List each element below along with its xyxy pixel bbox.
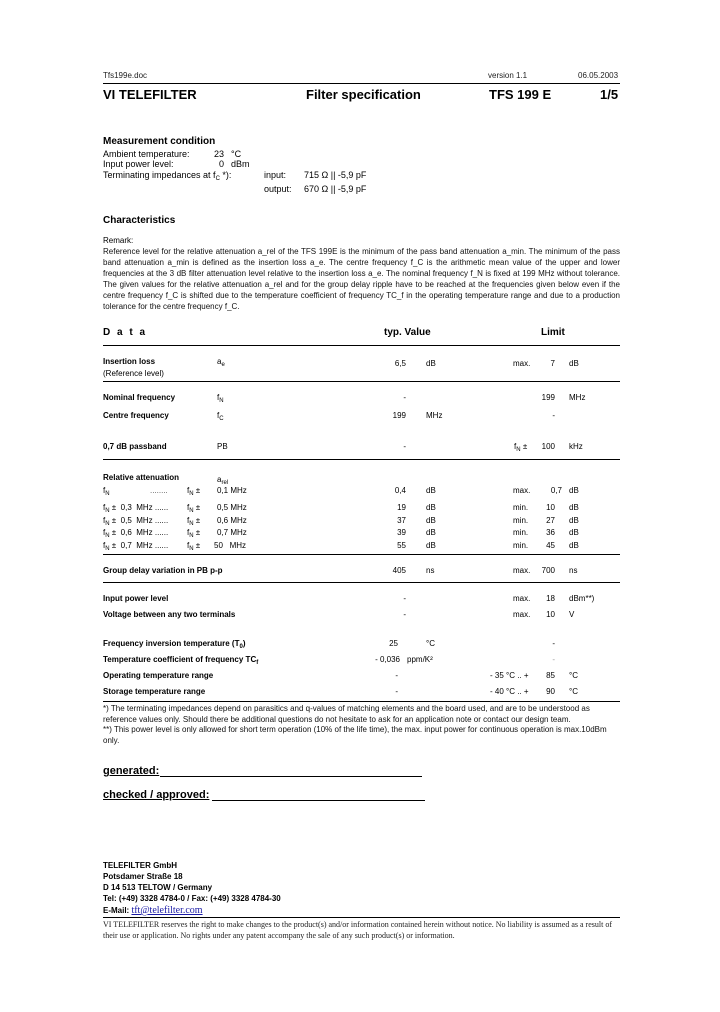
label-text: Temperature coefficient of frequency TC bbox=[103, 655, 257, 664]
ambient-unit: °C bbox=[231, 149, 242, 159]
to-range: 0,6 MHz bbox=[217, 516, 247, 525]
symbol-sub: e bbox=[221, 362, 225, 368]
product-code: TFS 199 E bbox=[489, 87, 552, 102]
limit-prefix: min. bbox=[513, 528, 529, 537]
limit-value: 10 bbox=[546, 503, 555, 512]
col-header-limit: Limit bbox=[541, 327, 565, 338]
symbol-text: f bbox=[217, 411, 220, 420]
limit-value: 10 bbox=[546, 610, 555, 619]
limit-prefix: - 35 °C .. + bbox=[490, 671, 529, 680]
file-name: Tfs199e.doc bbox=[103, 71, 148, 80]
row-label: Storage temperature range bbox=[103, 687, 206, 696]
typ-value: - bbox=[403, 610, 406, 619]
table-rule bbox=[103, 701, 620, 702]
typ-unit: dB bbox=[426, 486, 436, 495]
label-sub: f bbox=[256, 660, 259, 666]
col-header-data: D a t a bbox=[103, 327, 148, 338]
limit-prefix: max. bbox=[513, 566, 531, 575]
footnote-2: **) This power level is only allowed for short term operation (10% of the life time), the max. input power for continuous operation is max.10dBm only. bbox=[103, 725, 607, 745]
typ-unit: dB bbox=[426, 516, 436, 525]
input-label: input: bbox=[264, 170, 287, 180]
limit-unit: °C bbox=[569, 687, 578, 696]
typ-unit: ns bbox=[426, 566, 435, 575]
typ-value: - 0,036 bbox=[375, 655, 400, 664]
limit-value: - bbox=[552, 639, 555, 648]
from-range: $f_N \pm 0,3$ MHz ...... bbox=[103, 503, 169, 514]
col-header-typ: typ. Value bbox=[384, 327, 431, 338]
limit-value: 45 bbox=[546, 541, 555, 550]
row-label: Insertion loss bbox=[103, 357, 156, 366]
header-rule bbox=[103, 83, 620, 84]
footnote-1: *) The terminating impedances depend on parasitics and q-values of matching elements and the board used, and are to be understood as reference values only. Should there be additional questions do not hesitate to ask for an application note or contact our design team. bbox=[103, 704, 590, 724]
row-label: Operating temperature range bbox=[103, 671, 214, 680]
relatt-symbol bbox=[217, 475, 228, 484]
characteristics-title: Characteristics bbox=[103, 215, 176, 226]
row-label: Centre frequency bbox=[103, 411, 169, 420]
limit-value: - bbox=[552, 655, 555, 664]
symbol-text: a bbox=[217, 475, 222, 484]
symbol-sub: rel bbox=[221, 480, 229, 486]
limit-value: 90 bbox=[546, 687, 555, 696]
company-name: VI TELEFILTER bbox=[103, 87, 197, 102]
date: 06.05.2003 bbox=[578, 71, 619, 80]
contact-email-row bbox=[103, 905, 203, 916]
limit-prefix: max. bbox=[513, 486, 531, 495]
output-value: 670 Ω || -5,9 pF bbox=[304, 184, 367, 194]
limit-value: 18 bbox=[546, 594, 555, 603]
limit-unit: ns bbox=[569, 566, 578, 575]
symbol-sub: C bbox=[219, 416, 224, 422]
limit-unit: kHz bbox=[569, 442, 583, 451]
limit-unit: dB bbox=[569, 516, 579, 525]
to-prefix: $f_N$ ± bbox=[187, 528, 201, 539]
range-dots: ........ bbox=[150, 486, 168, 495]
limit-unit: dB bbox=[569, 541, 579, 550]
row-label bbox=[103, 639, 246, 648]
symbol-text: f bbox=[217, 393, 220, 402]
disclaimer: VI TELEFILTER reserves the right to make changes to the product(s) and/or information contained herein without notice. No liability is assumed as a result of their use or application. No rights under any patent accompany the sale of any such product(s) or information. bbox=[103, 920, 612, 940]
limit-value: 700 bbox=[541, 566, 555, 575]
row-symbol bbox=[217, 411, 224, 420]
symbol-sub: N bbox=[219, 398, 224, 404]
checked-label: checked / approved: bbox=[103, 789, 210, 801]
typ-unit: dB bbox=[426, 541, 436, 550]
input-value: 715 Ω || -5,9 pF bbox=[304, 170, 367, 180]
typ-unit: dB bbox=[426, 359, 436, 368]
row-symbol bbox=[217, 393, 224, 402]
from-range: $f_N \pm 0,7$ MHz ...... bbox=[103, 541, 169, 552]
typ-unit: dB bbox=[426, 528, 436, 537]
impedance-suffix: *): bbox=[219, 170, 232, 180]
table-rule bbox=[103, 554, 620, 555]
to-range: 0,7 MHz bbox=[217, 528, 247, 537]
remark-label: Remark: bbox=[103, 236, 134, 245]
power-value: 0 bbox=[218, 159, 224, 169]
limit-value: 7 bbox=[550, 359, 555, 368]
to-prefix: $f_N$ ± bbox=[187, 541, 201, 552]
contact-phone: Tel: (+49) 3328 4784-0 / Fax: (+49) 3328 4784-30 bbox=[103, 894, 281, 903]
from-value: 0,3 MHz bbox=[120, 503, 153, 512]
output-label: output: bbox=[264, 184, 292, 194]
label-end: ) bbox=[242, 639, 246, 648]
from-range: $f_N$ bbox=[103, 486, 110, 497]
typ-value: 199 bbox=[392, 411, 406, 420]
row-label: Input power level bbox=[103, 594, 169, 603]
typ-value: - bbox=[403, 442, 406, 451]
limit-prefix: min. bbox=[513, 503, 529, 512]
generated-signature-line[interactable] bbox=[160, 764, 422, 777]
ambient-value: 23 bbox=[213, 149, 224, 159]
from-range: $f_N \pm 0,5$ MHz ...... bbox=[103, 516, 169, 527]
impedance-label-text: Terminating impedances at f bbox=[103, 170, 216, 180]
to-range: 0,1 MHz bbox=[217, 486, 247, 495]
label-sub: 0 bbox=[239, 644, 243, 650]
symbol-text: a bbox=[217, 357, 222, 366]
typ-value: - bbox=[395, 671, 398, 680]
to-prefix: $f_N$ ± bbox=[187, 516, 201, 527]
limit-unit: °C bbox=[569, 671, 578, 680]
limit-unit: dB bbox=[569, 503, 579, 512]
row-symbol: PB bbox=[217, 442, 228, 451]
generated-label: generated: bbox=[103, 765, 160, 777]
to-range: 0,5 MHz bbox=[217, 503, 247, 512]
typ-value: 37 bbox=[397, 516, 406, 525]
limit-value: 100 bbox=[541, 442, 555, 451]
plusminus: ± bbox=[522, 442, 528, 451]
typ-value: 405 bbox=[392, 566, 406, 575]
limit-value: 0,7 bbox=[550, 486, 562, 495]
power-label: Input power level: bbox=[103, 159, 174, 169]
limit-value: 27 bbox=[546, 516, 555, 525]
checked-signature-line[interactable] bbox=[212, 788, 425, 801]
typ-value: 6,5 bbox=[394, 359, 406, 368]
limit-prefix: min. bbox=[513, 541, 529, 550]
doc-title: Filter specification bbox=[306, 87, 421, 102]
limit-unit: MHz bbox=[569, 393, 586, 402]
email-link[interactable]: tft@telefilter.com bbox=[131, 905, 203, 916]
typ-value: 55 bbox=[397, 541, 406, 550]
impedance-label bbox=[103, 170, 231, 180]
measurement-title: Measurement condition bbox=[103, 136, 216, 147]
row-label: Nominal frequency bbox=[103, 393, 176, 402]
limit-unit: V bbox=[569, 610, 575, 619]
limit-prefix: max. bbox=[513, 610, 531, 619]
power-unit: dBm bbox=[231, 159, 250, 169]
from-range: $f_N \pm 0,6$ MHz ...... bbox=[103, 528, 169, 539]
table-rule bbox=[103, 345, 620, 346]
table-rule bbox=[103, 582, 620, 583]
typ-value: 19 bbox=[397, 503, 406, 512]
from-value: 0,6 MHz bbox=[120, 528, 153, 537]
typ-value: 39 bbox=[397, 528, 406, 537]
typ-value: - bbox=[403, 393, 406, 402]
contact-company: TELEFILTER GmbH bbox=[103, 861, 178, 870]
impedance-sub: C bbox=[215, 176, 220, 182]
limit-value: - bbox=[552, 411, 555, 420]
table-rule bbox=[103, 381, 620, 382]
limit-prefix: max. bbox=[513, 594, 531, 603]
typ-value: 0,4 bbox=[394, 486, 406, 495]
label-text: Frequency inversion temperature (T bbox=[103, 639, 240, 648]
prefix-text: f bbox=[514, 442, 517, 451]
footer-rule bbox=[103, 917, 620, 918]
typ-unit: °C bbox=[426, 639, 435, 648]
limit-unit: dBm**) bbox=[569, 594, 595, 603]
typ-unit: ppm/K² bbox=[407, 655, 433, 664]
typ-value: - bbox=[403, 594, 406, 603]
typ-unit: MHz bbox=[426, 411, 443, 420]
to-prefix: $f_N$ ± bbox=[187, 486, 201, 497]
remark-text: Reference level for the relative attenuation a_rel of the TFS 199E is the minimum of the pass band attenuation a_min. The minimum of the pass band attenuation a_min is defined as the insertion loss a_e. The centre frequency f_C is the arithmetic mean value of the upper and lower frequencies at the 3 dB filter attenuation level relative to the insertion loss a_e. The nominal frequency f_N is fixed at 199 MHz without tolerance. The given values for the relative attenuation a_rel and for the group delay ripple have to be reached at the frequencies given below even if the centre frequency f_C is shifted due to the temperature coefficient of frequency TC_f in the operating temperature range and due to a production tolerance for the centre frequency f_C. bbox=[103, 247, 620, 311]
typ-unit: dB bbox=[426, 503, 436, 512]
row-label: Voltage between any two terminals bbox=[103, 610, 236, 619]
limit-unit: dB bbox=[569, 486, 579, 495]
limit-unit: dB bbox=[569, 528, 579, 537]
ambient-label: Ambient temperature: bbox=[103, 149, 190, 159]
version: version 1.1 bbox=[488, 71, 528, 80]
limit-value: 36 bbox=[546, 528, 555, 537]
row-label: Group delay variation in PB p-p bbox=[103, 566, 223, 575]
row-sublabel: (Reference level) bbox=[103, 369, 164, 378]
typ-value: 25 bbox=[389, 639, 398, 648]
email-label: E-Mail: bbox=[103, 906, 132, 915]
prefix-sub: N bbox=[516, 447, 521, 453]
relatt-label: Relative attenuation bbox=[103, 473, 180, 482]
to-prefix: $f_N$ ± bbox=[187, 503, 201, 514]
limit-prefix bbox=[514, 442, 527, 451]
typ-value: - bbox=[395, 687, 398, 696]
row-symbol bbox=[217, 357, 225, 366]
limit-unit: dB bbox=[569, 359, 579, 368]
page-number: 1/5 bbox=[600, 87, 619, 102]
to-range: 50 MHz bbox=[214, 541, 247, 550]
row-label: 0,7 dB passband bbox=[103, 442, 167, 451]
limit-value: 85 bbox=[546, 671, 555, 680]
from-value: 0,5 MHz bbox=[120, 516, 153, 525]
table-rule bbox=[103, 459, 620, 460]
limit-prefix: - 40 °C .. + bbox=[490, 687, 529, 696]
limit-prefix: max. bbox=[513, 359, 531, 368]
contact-street: Potsdamer Straße 18 bbox=[103, 872, 183, 881]
from-value: 0,7 MHz bbox=[120, 541, 153, 550]
row-label bbox=[103, 655, 258, 664]
footnotes bbox=[103, 704, 620, 746]
limit-value: 199 bbox=[541, 393, 555, 402]
contact-city: D 14 513 TELTOW / Germany bbox=[103, 883, 213, 892]
limit-prefix: min. bbox=[513, 516, 529, 525]
